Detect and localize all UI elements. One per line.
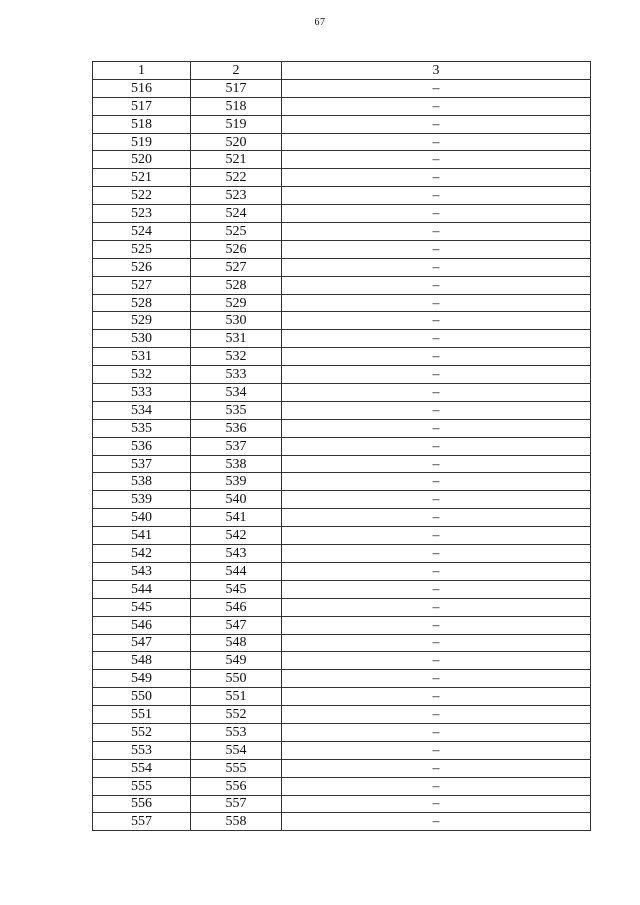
table-cell-col-1: 526 <box>93 258 191 276</box>
table-cell-col-1: 521 <box>93 169 191 187</box>
table-cell-col-2: 540 <box>191 491 282 509</box>
table-cell-col-2: 548 <box>191 634 282 652</box>
table-cell-col-2: 556 <box>191 777 282 795</box>
table-cell-col-2: 523 <box>191 187 282 205</box>
table-cell-col-2: 537 <box>191 437 282 455</box>
table-cell-col-3: – <box>282 813 591 831</box>
table-cell-col-3: – <box>282 634 591 652</box>
table-cell-col-1: 543 <box>93 562 191 580</box>
table-row <box>93 723 591 741</box>
header-row <box>93 62 591 80</box>
table-cell-col-2: 527 <box>191 258 282 276</box>
table-row <box>93 759 591 777</box>
table-cell-col-3: – <box>282 545 591 563</box>
table-row <box>93 240 591 258</box>
table-cell-col-1: 527 <box>93 276 191 294</box>
table-cell-col-3: – <box>282 294 591 312</box>
table-cell-col-3: – <box>282 366 591 384</box>
table-cell-col-3: – <box>282 384 591 402</box>
table-row <box>93 777 591 795</box>
column-header-1: 1 <box>93 62 191 80</box>
table-cell-col-2: 547 <box>191 616 282 634</box>
table-cell-col-2: 529 <box>191 294 282 312</box>
table-cell-col-1: 532 <box>93 366 191 384</box>
table-cell-col-2: 546 <box>191 598 282 616</box>
table-cell-col-2: 538 <box>191 455 282 473</box>
table-row <box>93 348 591 366</box>
table-cell-col-3: – <box>282 240 591 258</box>
table-cell-col-3: – <box>282 187 591 205</box>
table-cell-col-3: – <box>282 348 591 366</box>
table-cell-col-1: 525 <box>93 240 191 258</box>
table-cell-col-1: 533 <box>93 384 191 402</box>
table-cell-col-3: – <box>282 330 591 348</box>
table-row <box>93 670 591 688</box>
table-body <box>93 79 591 830</box>
table-row <box>93 473 591 491</box>
table-row <box>93 419 591 437</box>
table-cell-col-2: 526 <box>191 240 282 258</box>
table-cell-col-1: 554 <box>93 759 191 777</box>
table-cell-col-2: 555 <box>191 759 282 777</box>
table-cell-col-2: 542 <box>191 527 282 545</box>
table-cell-col-3: – <box>282 79 591 97</box>
table-cell-col-3: – <box>282 562 591 580</box>
table-cell-col-2: 543 <box>191 545 282 563</box>
table-cell-col-3: – <box>282 312 591 330</box>
table-cell-col-3: – <box>282 491 591 509</box>
table-row <box>93 813 591 831</box>
table-cell-col-3: – <box>282 616 591 634</box>
table-cell-col-3: – <box>282 527 591 545</box>
table-cell-col-1: 553 <box>93 741 191 759</box>
table-row <box>93 545 591 563</box>
table-cell-col-3: – <box>282 223 591 241</box>
table-cell-col-2: 552 <box>191 706 282 724</box>
table-row <box>93 312 591 330</box>
table-cell-col-1: 548 <box>93 652 191 670</box>
table-cell-col-1: 519 <box>93 133 191 151</box>
table-row <box>93 437 591 455</box>
table-cell-col-1: 522 <box>93 187 191 205</box>
table-cell-col-2: 521 <box>191 151 282 169</box>
table-row <box>93 330 591 348</box>
table-row <box>93 455 591 473</box>
table-cell-col-3: – <box>282 473 591 491</box>
table-row <box>93 187 591 205</box>
table-row <box>93 258 591 276</box>
table-row <box>93 79 591 97</box>
table-cell-col-2: 557 <box>191 795 282 813</box>
table-cell-col-1: 529 <box>93 312 191 330</box>
table-row <box>93 598 591 616</box>
table-cell-col-3: – <box>282 205 591 223</box>
table-cell-col-1: 552 <box>93 723 191 741</box>
table-row <box>93 527 591 545</box>
table-row <box>93 205 591 223</box>
data-table <box>92 61 591 831</box>
table-cell-col-2: 544 <box>191 562 282 580</box>
table-cell-col-2: 525 <box>191 223 282 241</box>
table-cell-col-2: 539 <box>191 473 282 491</box>
table-cell-col-1: 516 <box>93 79 191 97</box>
table-cell-col-1: 524 <box>93 223 191 241</box>
table-cell-col-1: 518 <box>93 115 191 133</box>
table-row <box>93 509 591 527</box>
table-cell-col-3: – <box>282 706 591 724</box>
table-row <box>93 97 591 115</box>
table-cell-col-3: – <box>282 759 591 777</box>
table-cell-col-1: 545 <box>93 598 191 616</box>
table-cell-col-1: 534 <box>93 401 191 419</box>
table-row <box>93 562 591 580</box>
table-cell-col-3: – <box>282 133 591 151</box>
table-cell-col-1: 539 <box>93 491 191 509</box>
table-cell-col-2: 535 <box>191 401 282 419</box>
table-cell-col-3: – <box>282 97 591 115</box>
table-cell-col-3: – <box>282 723 591 741</box>
table-cell-col-3: – <box>282 437 591 455</box>
table-row <box>93 151 591 169</box>
table-cell-col-2: 532 <box>191 348 282 366</box>
table-cell-col-3: – <box>282 741 591 759</box>
table-cell-col-3: – <box>282 115 591 133</box>
table-cell-col-1: 547 <box>93 634 191 652</box>
table-row <box>93 491 591 509</box>
table-cell-col-1: 538 <box>93 473 191 491</box>
table-cell-col-1: 520 <box>93 151 191 169</box>
table-row <box>93 652 591 670</box>
table-cell-col-3: – <box>282 169 591 187</box>
table-cell-col-2: 524 <box>191 205 282 223</box>
table-row <box>93 276 591 294</box>
table-cell-col-1: 536 <box>93 437 191 455</box>
table-cell-col-2: 518 <box>191 97 282 115</box>
table-cell-col-2: 545 <box>191 580 282 598</box>
table-cell-col-1: 535 <box>93 419 191 437</box>
table-cell-col-3: – <box>282 258 591 276</box>
table-cell-col-2: 554 <box>191 741 282 759</box>
table-row <box>93 795 591 813</box>
table-cell-col-1: 549 <box>93 670 191 688</box>
table-cell-col-1: 550 <box>93 688 191 706</box>
table-cell-col-2: 520 <box>191 133 282 151</box>
table-cell-col-1: 555 <box>93 777 191 795</box>
table-cell-col-1: 542 <box>93 545 191 563</box>
table-cell-col-1: 537 <box>93 455 191 473</box>
table-cell-col-2: 541 <box>191 509 282 527</box>
table-row <box>93 634 591 652</box>
table-cell-col-3: – <box>282 419 591 437</box>
table-cell-col-3: – <box>282 276 591 294</box>
table-cell-col-1: 551 <box>93 706 191 724</box>
table-cell-col-2: 519 <box>191 115 282 133</box>
table-cell-col-3: – <box>282 509 591 527</box>
table-cell-col-3: – <box>282 455 591 473</box>
table-cell-col-3: – <box>282 670 591 688</box>
table-cell-col-1: 544 <box>93 580 191 598</box>
table-cell-col-3: – <box>282 580 591 598</box>
table-cell-col-2: 553 <box>191 723 282 741</box>
table-row <box>93 688 591 706</box>
table-cell-col-2: 551 <box>191 688 282 706</box>
table-row <box>93 366 591 384</box>
table-cell-col-3: – <box>282 151 591 169</box>
table-row <box>93 133 591 151</box>
table-cell-col-3: – <box>282 652 591 670</box>
table-cell-col-2: 517 <box>191 79 282 97</box>
table-row <box>93 169 591 187</box>
table-row <box>93 706 591 724</box>
table-cell-col-2: 550 <box>191 670 282 688</box>
column-header-2: 2 <box>191 62 282 80</box>
page-number: 67 <box>314 17 326 28</box>
table-cell-col-2: 533 <box>191 366 282 384</box>
table-cell-col-2: 534 <box>191 384 282 402</box>
table-cell-col-1: 540 <box>93 509 191 527</box>
table-cell-col-2: 530 <box>191 312 282 330</box>
table-cell-col-2: 558 <box>191 813 282 831</box>
table-cell-col-2: 522 <box>191 169 282 187</box>
table-cell-col-2: 536 <box>191 419 282 437</box>
table-cell-col-1: 556 <box>93 795 191 813</box>
table-cell-col-2: 549 <box>191 652 282 670</box>
table-cell-col-3: – <box>282 795 591 813</box>
table-row <box>93 401 591 419</box>
table-cell-col-3: – <box>282 401 591 419</box>
table-cell-col-1: 523 <box>93 205 191 223</box>
table-row <box>93 115 591 133</box>
table-cell-col-1: 530 <box>93 330 191 348</box>
table-row <box>93 580 591 598</box>
table-cell-col-2: 528 <box>191 276 282 294</box>
table-row <box>93 294 591 312</box>
column-header-3: 3 <box>282 62 591 80</box>
table-row <box>93 741 591 759</box>
table-cell-col-1: 531 <box>93 348 191 366</box>
table-cell-col-1: 528 <box>93 294 191 312</box>
table-row <box>93 616 591 634</box>
table-row <box>93 223 591 241</box>
table-cell-col-3: – <box>282 688 591 706</box>
table-cell-col-3: – <box>282 598 591 616</box>
table-cell-col-1: 541 <box>93 527 191 545</box>
table-cell-col-1: 557 <box>93 813 191 831</box>
table-cell-col-2: 531 <box>191 330 282 348</box>
table-cell-col-3: – <box>282 777 591 795</box>
table-cell-col-1: 517 <box>93 97 191 115</box>
table-cell-col-1: 546 <box>93 616 191 634</box>
table-row <box>93 384 591 402</box>
